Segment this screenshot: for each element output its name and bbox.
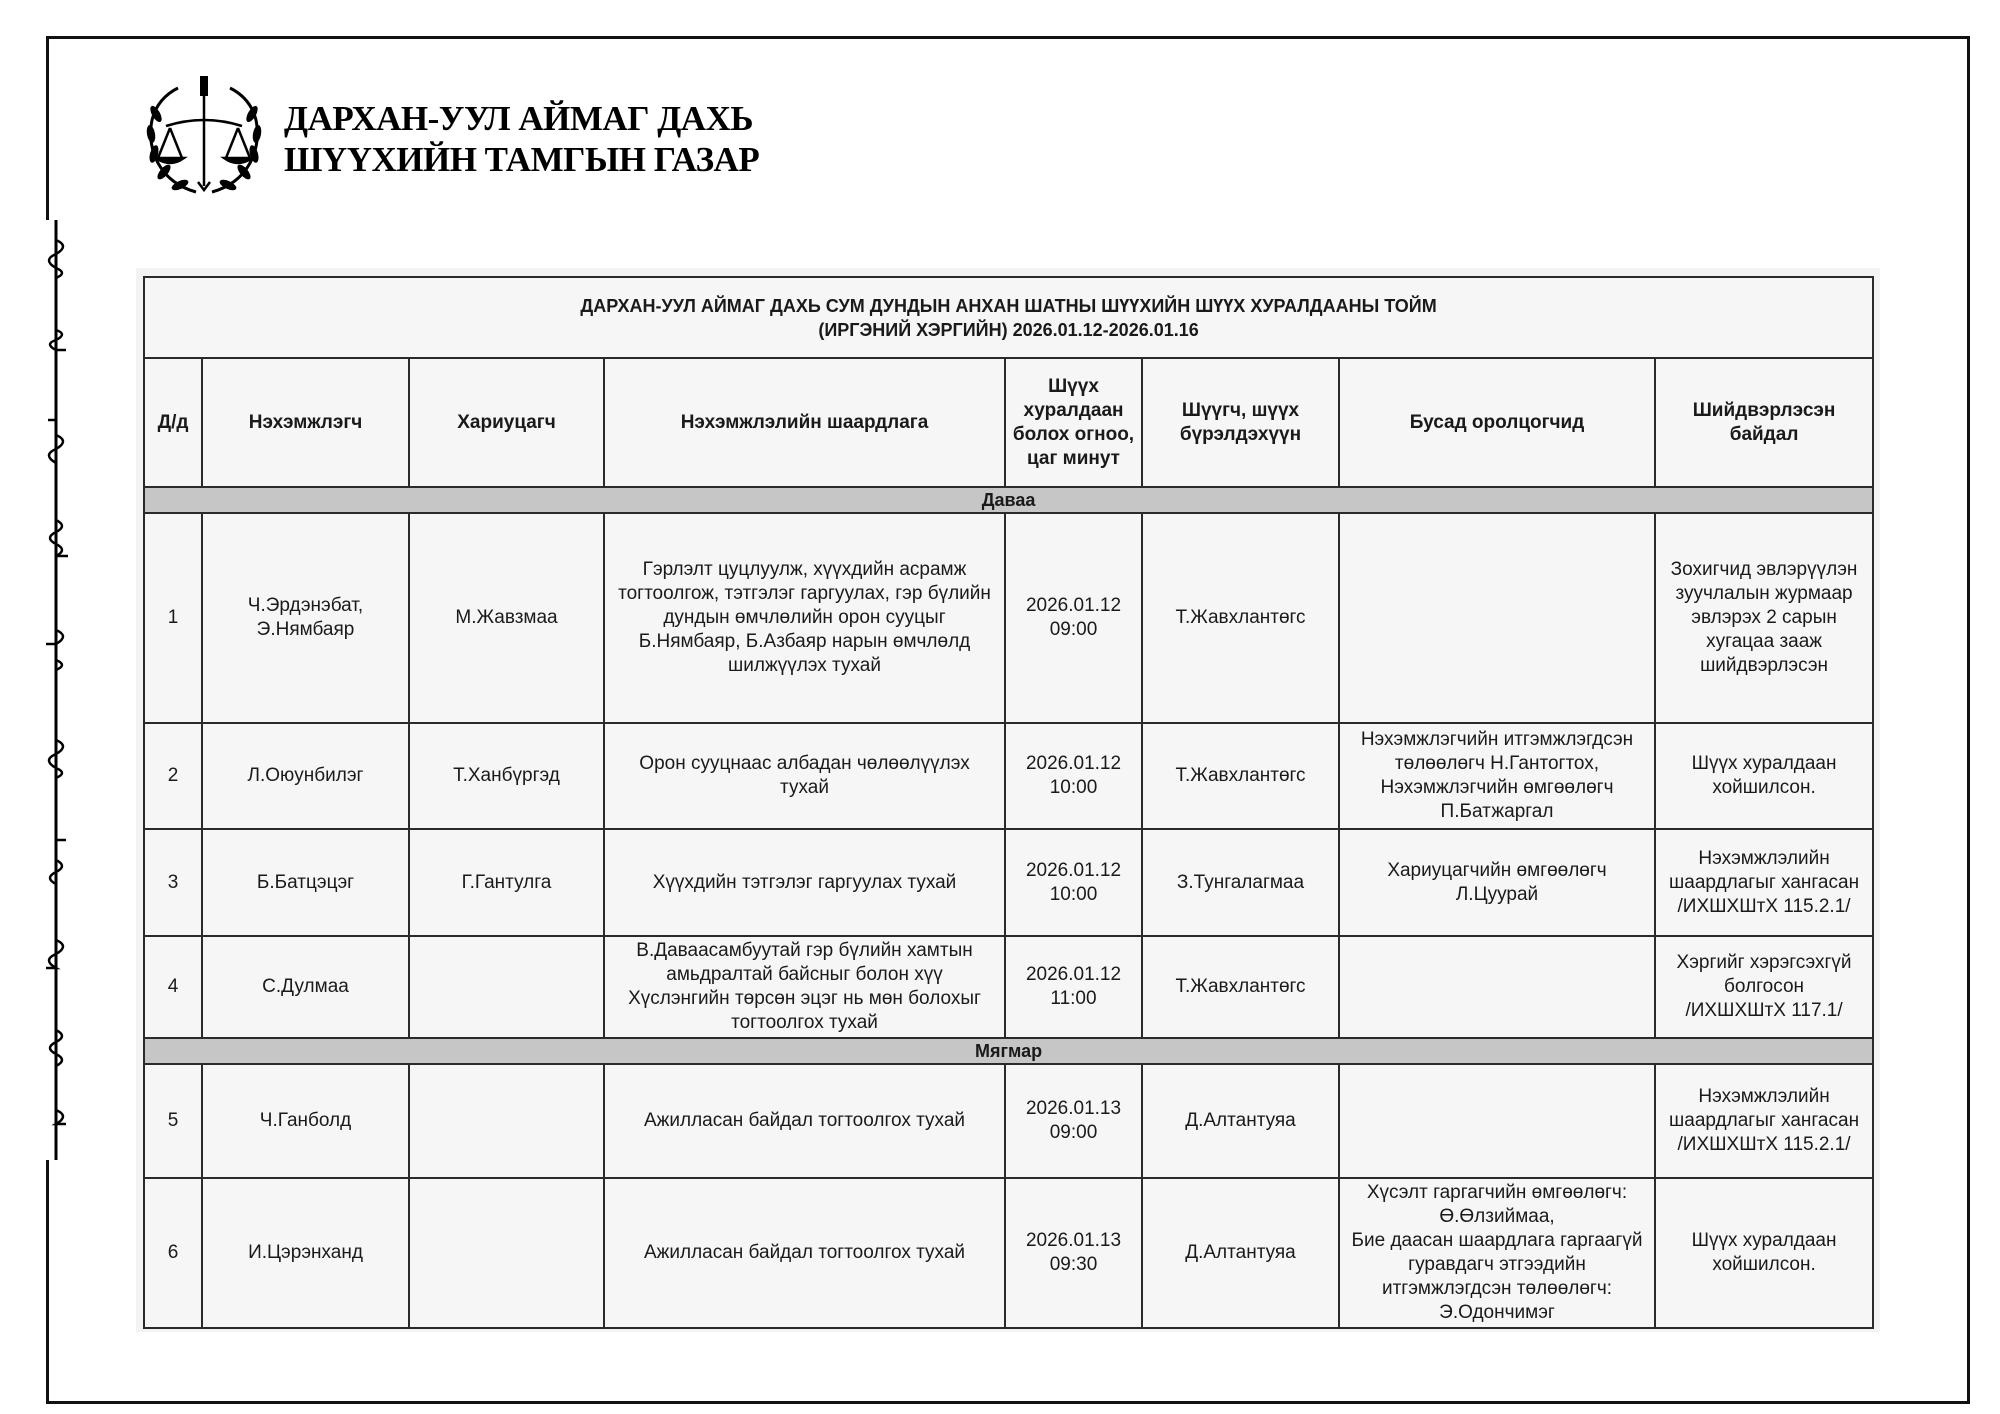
- column-header-other-participants: Бусад оролцогчид: [1339, 358, 1655, 487]
- day-section-row: [144, 1038, 1873, 1064]
- organization-name-line1: ДАРХАН-УУЛ АЙМАГ ДАХЬ: [284, 99, 753, 138]
- cell-other-participants: [1339, 936, 1655, 1038]
- table-title-row: [144, 277, 1873, 358]
- table-row: [144, 723, 1873, 829]
- cell-claim: Гэрлэлт цуцлуулж, хүүхдийн асрамж тогтоолгож, тэтгэлэг гаргуулах, гэр бүлийн дундын өмчлөлийн орон сууцыг Б.Нямбаяр, Б.Азбаяр нарын өмчлөлд шилжүүлэх тухай: [604, 513, 1005, 723]
- cell-judge: Т.Жавхлантөгс: [1142, 936, 1339, 1038]
- table-row: [144, 1064, 1873, 1178]
- cell-hearing-datetime: 2026.01.12 09:00: [1005, 513, 1142, 723]
- cell-outcome: Зохигчид эвлэрүүлэн зуучлалын журмаар эвлэрэх 2 сарын хугацаа зааж шийдвэрлэсэн: [1655, 513, 1873, 723]
- cell-other-participants: [1339, 1064, 1655, 1178]
- table-row: [144, 1178, 1873, 1328]
- column-header-claim: Нэхэмжлэлийн шаардлага: [604, 358, 1005, 487]
- cell-claim: Ажилласан байдал тогтоолгох тухай: [604, 1178, 1005, 1328]
- column-header-judge: Шүүгч, шүүх бүрэлдэхүүн: [1142, 358, 1339, 487]
- court-emblem-logo: [140, 74, 268, 202]
- column-header-plaintiff: Нэхэмжлэгч: [202, 358, 409, 487]
- cell-outcome: Нэхэмжлэлийн шаардлагыг хангасан /ИХШХШтХ 115.2.1/: [1655, 1064, 1873, 1178]
- table-title-line2: (ИРГЭНИЙ ХЭРГИЙН) 2026.01.12-2026.01.16: [818, 319, 1199, 340]
- cell-defendant: [409, 936, 604, 1038]
- cell-plaintiff: Ч.Эрдэнэбат, Э.Нямбаяр: [202, 513, 409, 723]
- cell-claim: Орон сууцнаас албадан чөлөөлүүлэх тухай: [604, 723, 1005, 829]
- cell-index: 2: [144, 723, 202, 829]
- cell-defendant: Г.Гантулга: [409, 829, 604, 936]
- cell-plaintiff: И.Цэрэнханд: [202, 1178, 409, 1328]
- day-label: Даваа: [144, 487, 1873, 513]
- table-title-line1: ДАРХАН-УУЛ АЙМАГ ДАХЬ СУМ ДУНДЫН АНХАН ШАТНЫ ШҮҮХИЙН ШҮҮХ ХУРАЛДААНЫ ТОЙМ: [580, 295, 1437, 316]
- column-header-index: Д/д: [144, 358, 202, 487]
- cell-hearing-datetime: 2026.01.12 10:00: [1005, 723, 1142, 829]
- table-row: [144, 513, 1873, 723]
- cell-index: 1: [144, 513, 202, 723]
- cell-judge: Т.Жавхлантөгс: [1142, 723, 1339, 829]
- cell-plaintiff: С.Дулмаа: [202, 936, 409, 1038]
- cell-hearing-datetime: 2026.01.12 11:00: [1005, 936, 1142, 1038]
- cell-other-participants: Нэхэмжлэгчийн итгэмжлэгдсэн төлөөлөгч Н.Гантогтох, Нэхэмжлэгчийн өмгөөлөгч П.Батжаргал: [1339, 723, 1655, 829]
- cell-plaintiff: Ч.Ганболд: [202, 1064, 409, 1178]
- cell-index: 5: [144, 1064, 202, 1178]
- column-header-hearing-datetime: Шүүх хуралдаан болох огноо, цаг минут: [1005, 358, 1142, 487]
- organization-name: [284, 98, 759, 180]
- cell-defendant: [409, 1178, 604, 1328]
- cell-other-participants: [1339, 513, 1655, 723]
- cell-judge: Д.Алтантуяа: [1142, 1178, 1339, 1328]
- cell-hearing-datetime: 2026.01.13 09:30: [1005, 1178, 1142, 1328]
- cell-claim: Хүүхдийн тэтгэлэг гаргуулах тухай: [604, 829, 1005, 936]
- day-section-row: [144, 487, 1873, 513]
- cell-judge: З.Тунгалагмаа: [1142, 829, 1339, 936]
- cell-plaintiff: Л.Оюунбилэг: [202, 723, 409, 829]
- cell-plaintiff: Б.Батцэцэг: [202, 829, 409, 936]
- table-row: [144, 936, 1873, 1038]
- cell-index: 6: [144, 1178, 202, 1328]
- cell-index: 4: [144, 936, 202, 1038]
- table-title: [144, 277, 1873, 358]
- cell-other-participants: Хариуцагчийн өмгөөлөгч Л.Цуурай: [1339, 829, 1655, 936]
- cell-judge: Д.Алтантуяа: [1142, 1064, 1339, 1178]
- cell-other-participants: Хүсэлт гаргагчийн өмгөөлөгч: Ө.Өлзиймаа, Бие даасан шаардлага гаргаагүй гуравдагч этгээдийн итгэмжлэгдсэн төлөөлөгч: Э.Одончимэг: [1339, 1178, 1655, 1328]
- column-header-defendant: Хариуцагч: [409, 358, 604, 487]
- cell-outcome: Нэхэмжлэлийн шаардлагыг хангасан /ИХШХШтХ 115.2.1/: [1655, 829, 1873, 936]
- cell-hearing-datetime: 2026.01.13 09:00: [1005, 1064, 1142, 1178]
- day-label: Мягмар: [144, 1038, 1873, 1064]
- cell-outcome: Хэргийг хэрэгсэхгүй болгосон /ИХШХШтХ 117.1/: [1655, 936, 1873, 1038]
- cell-judge: Т.Жавхлантөгс: [1142, 513, 1339, 723]
- column-header-outcome: Шийдвэрлэсэн байдал: [1655, 358, 1873, 487]
- cell-defendant: Т.Ханбүргэд: [409, 723, 604, 829]
- court-hearing-schedule-table: [143, 276, 1874, 1329]
- cell-defendant: М.Жавзмаа: [409, 513, 604, 723]
- cell-outcome: Шүүх хуралдаан хойшилсон.: [1655, 1178, 1873, 1328]
- table-header-row: [144, 358, 1873, 487]
- cell-claim: В.Даваасамбуутай гэр бүлийн хамтын амьдралтай байсныг болон хүү Хүслэнгийн төрсөн эцэг нь мөн болохыг тогтоолгох тухай: [604, 936, 1005, 1038]
- cell-index: 3: [144, 829, 202, 936]
- cell-claim: Ажилласан байдал тогтоолгох тухай: [604, 1064, 1005, 1178]
- vertical-mongolian-script-decoration: [36, 220, 76, 1160]
- cell-outcome: Шүүх хуралдаан хойшилсон.: [1655, 723, 1873, 829]
- cell-hearing-datetime: 2026.01.12 10:00: [1005, 829, 1142, 936]
- table-row: [144, 829, 1873, 936]
- cell-defendant: [409, 1064, 604, 1178]
- organization-name-line2: ШҮҮХИЙН ТАМГЫН ГАЗАР: [284, 140, 760, 179]
